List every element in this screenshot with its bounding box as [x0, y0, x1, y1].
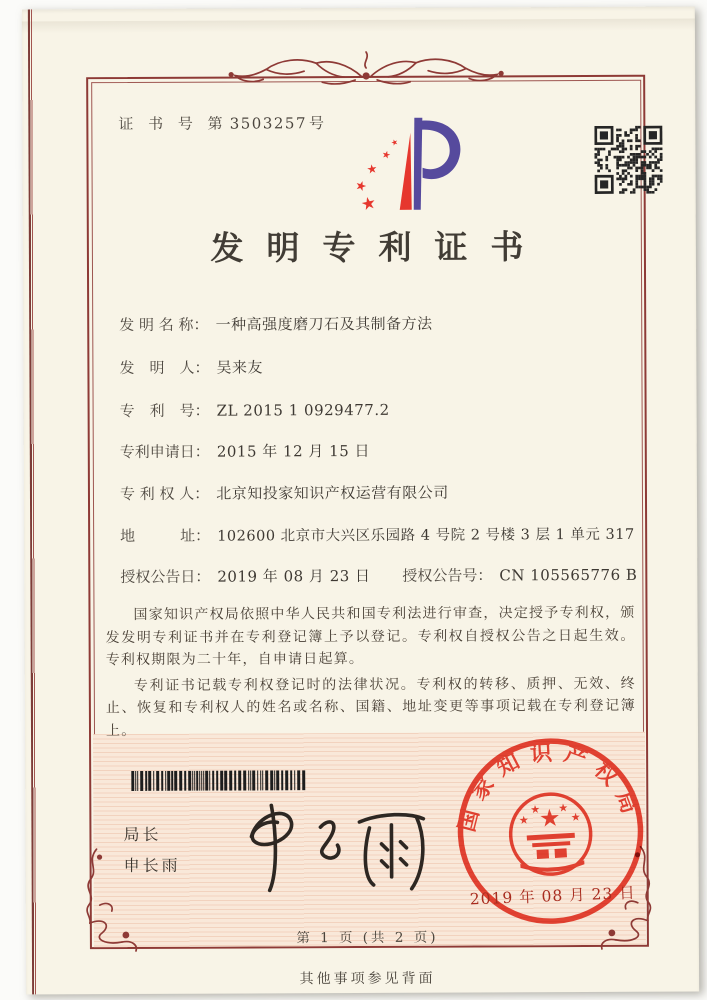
signer-role: 局长	[123, 824, 162, 845]
svg-text:★: ★	[518, 813, 530, 827]
field-value: 一种高强度磨刀石及其制备方法	[215, 314, 433, 334]
certificate-number	[118, 112, 329, 134]
seal-text: 国家知识产权局	[453, 739, 647, 835]
field-patent-number	[120, 399, 390, 421]
field-label: 地 址：	[120, 526, 211, 546]
signer-name: 申长雨	[123, 855, 181, 876]
paper-crease	[22, 19, 695, 34]
svg-text:★: ★	[570, 810, 582, 824]
field-inventor	[119, 356, 263, 378]
legal-text	[105, 602, 636, 745]
legal-paragraph: 国家知识产权局依照中华人民共和国专利法进行审查，决定授予专利权，颁发发明专利证书并在专利登记簿上予以登记。专利权自授权公告之日起生效。专利权期限为二十年，自申请日起算。	[105, 604, 636, 669]
legal-paragraph: 专利证书记载专利权登记时的法律状况。专利权的转移、质押、无效、终止、恢复和专利权人的姓名或名称、国籍、地址变更等事项记载在专利登记簿上。	[105, 675, 636, 739]
svg-text:★: ★	[365, 161, 379, 177]
svg-text:★: ★	[359, 192, 379, 216]
field-label: 授权公告号：	[402, 566, 493, 585]
field-label: 授权公告日：	[120, 567, 211, 587]
footer-note: 其他事项参见背面	[299, 970, 436, 988]
svg-text:★: ★	[352, 177, 369, 196]
certificate-number-prefix: 证 书 号 第	[118, 114, 228, 134]
field-label: 发 明 人：	[119, 358, 210, 378]
certificate-number-value: 3503257	[229, 114, 308, 133]
field-label: 专利申请日：	[119, 442, 210, 462]
field-application-date	[120, 440, 370, 462]
field-invention-name	[119, 313, 432, 335]
field-address	[120, 523, 635, 546]
field-value: CN 105565776 B	[499, 565, 638, 585]
page-indicator: 第 1 页 (共 2 页)	[296, 929, 439, 947]
svg-text:★: ★	[380, 149, 392, 162]
certificate-title: 发明专利证书	[210, 227, 547, 268]
field-value: 吴来友	[216, 358, 263, 377]
field-value: ZL 2015 1 0929477.2	[216, 400, 390, 420]
field-grant-row	[120, 564, 640, 587]
field-value: 2015 年 12 月 15 日	[216, 441, 371, 461]
field-label: 专 利 号：	[119, 401, 210, 421]
signer-block	[123, 819, 180, 881]
qr-code	[594, 126, 662, 194]
grant-date	[120, 567, 370, 586]
svg-text:★: ★	[389, 137, 400, 148]
binding-edge-line	[28, 9, 37, 994]
barcode	[131, 770, 313, 791]
svg-text:★: ★	[529, 802, 541, 817]
field-label: 发 明 名 称：	[119, 315, 209, 335]
national-emblem-icon	[508, 792, 592, 876]
handwritten-signature	[223, 792, 435, 895]
field-value: 102600 北京市大兴区乐园路 4 号院 2 号楼 3 层 1 单元 317	[217, 526, 635, 545]
svg-text:★: ★	[557, 801, 569, 815]
field-label: 专 利 权 人：	[119, 484, 210, 504]
cnipa-logo-icon	[328, 110, 468, 223]
grant-number	[402, 564, 637, 586]
field-patentee	[120, 482, 449, 504]
field-value: 北京知投家知识产权运营有限公司	[216, 483, 449, 503]
seal-date: 2019 年 08 月 23 日	[469, 883, 637, 909]
certificate-number-suffix: 号	[308, 114, 330, 133]
certificate-paper	[22, 7, 699, 995]
field-value: 2019 年 08 月 23 日	[217, 566, 371, 586]
frame-top-ornament-icon	[214, 45, 518, 94]
svg-text:★: ★	[538, 803, 562, 833]
